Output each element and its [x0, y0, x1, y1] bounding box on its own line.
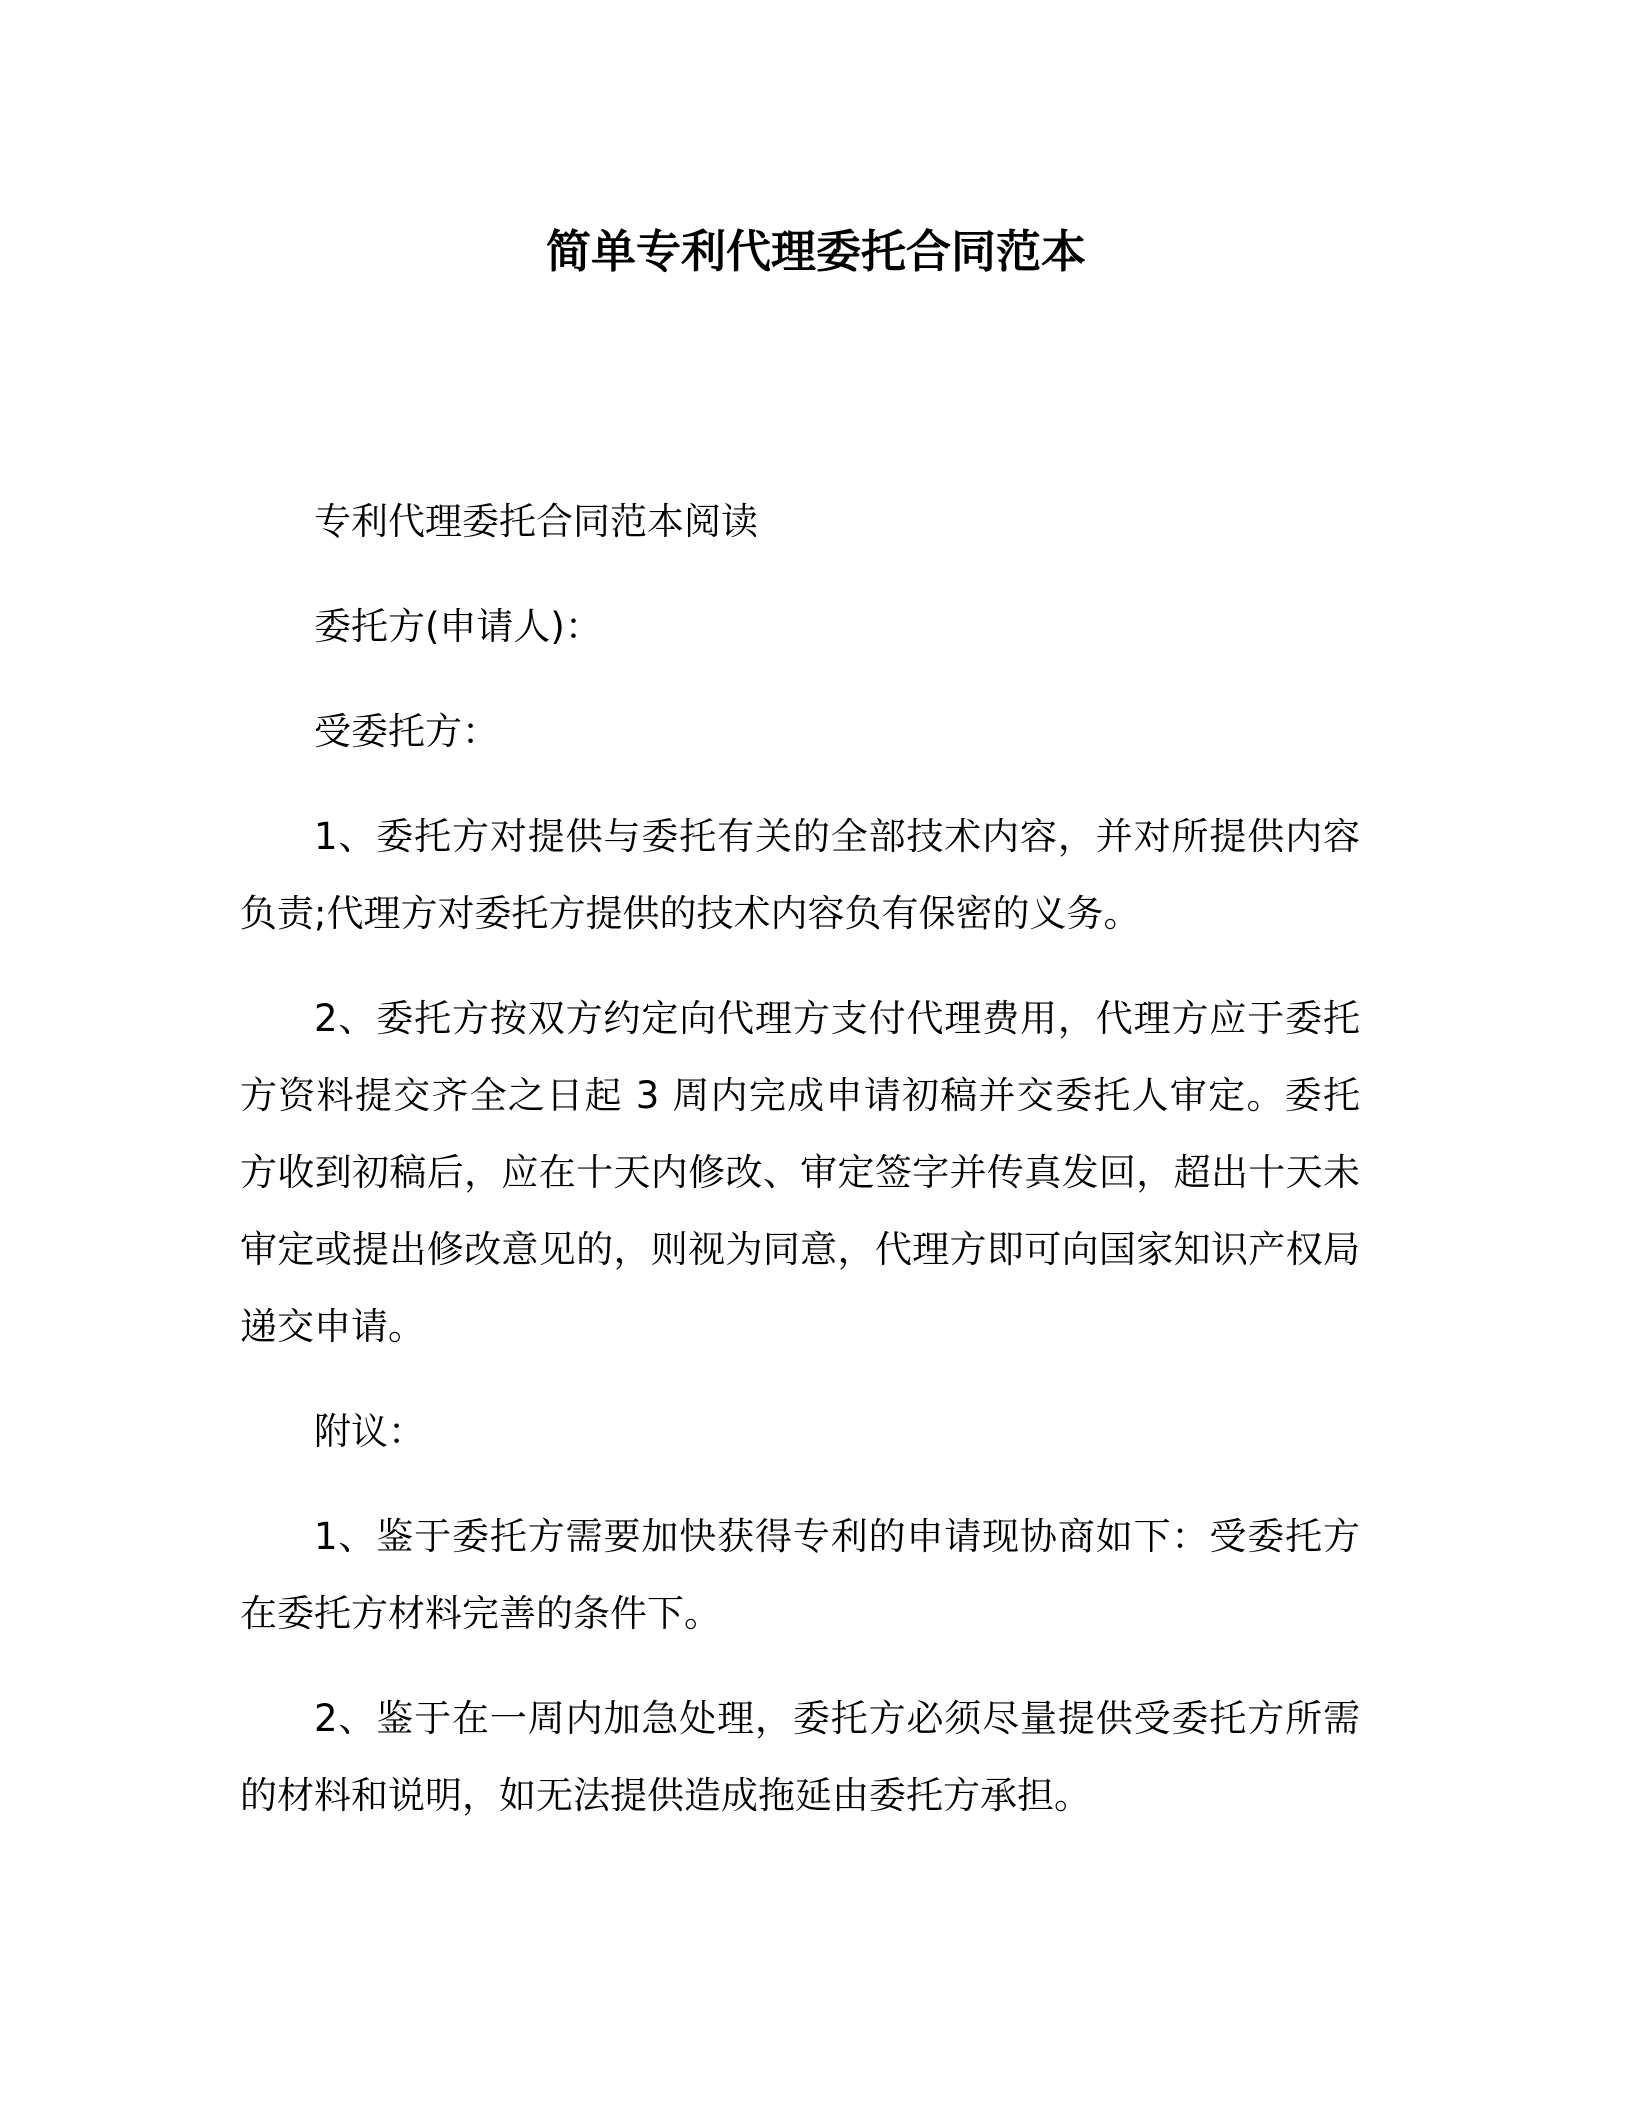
- paragraph-subtitle: 专利代理委托合同范本阅读: [314, 500, 758, 543]
- paragraph-client: 委托方(申请人)：: [314, 605, 602, 648]
- document-body: [240, 483, 1360, 1834]
- paragraph-clause-2: 2、委托方按双方约定向代理方支付代理费用，代理方应于委托方资料提交齐全之日起 3 周内完成申请初稿并交委托人审定。委托方收到初稿后，应在十天内修改、审定签字并传真发回，超出十天未审定或提出修改意见的，则视为同意，代理方即可向国家知识产权局递交申请。: [240, 997, 1360, 1348]
- paragraph-agent: 受委托方：: [314, 710, 499, 753]
- paragraph-addendum-heading: 附议：: [314, 1410, 425, 1453]
- document-title: 简单专利代理委托合同范本: [545, 225, 1086, 278]
- paragraph-clause-1: 1、委托方对提供与委托有关的全部技术内容，并对所提供内容负责;代理方对委托方提供的技术内容负有保密的义务。: [240, 815, 1360, 935]
- paragraph-addendum-1: 1、鉴于委托方需要加快获得专利的申请现协商如下：受委托方在委托方材料完善的条件下。: [240, 1515, 1360, 1635]
- paragraph-addendum-2: 2、鉴于在一周内加急处理，委托方必须尽量提供受委托方所需的材料和说明，如无法提供造成拖延由委托方承担。: [240, 1697, 1360, 1817]
